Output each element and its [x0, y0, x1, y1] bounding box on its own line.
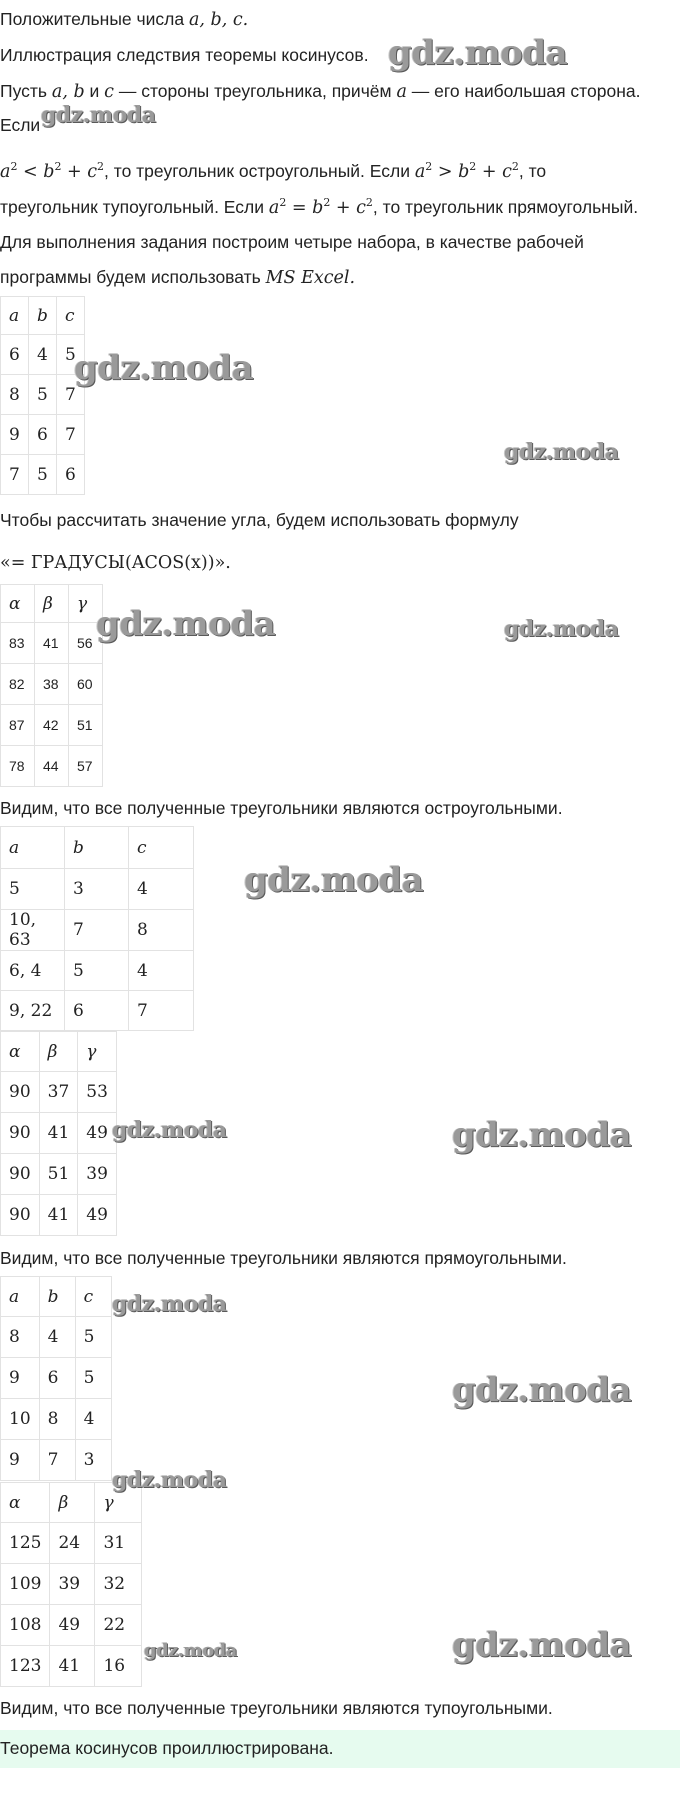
watermark: gdz.moda — [452, 1625, 632, 1665]
conclusion-obtuse: Видим, что все полученные треугольники являются тупоугольными. — [0, 1698, 553, 1718]
table-cell: 51 — [69, 705, 103, 746]
table-cell: γ — [95, 1483, 142, 1523]
table-cell: 5 — [1, 869, 65, 910]
table-cell: 22 — [95, 1605, 142, 1646]
table-cell: 32 — [95, 1564, 142, 1605]
table-cell: γ — [78, 1032, 117, 1072]
sides-table-obtuse — [0, 1276, 112, 1481]
table-cell: 87 — [1, 705, 35, 746]
table-cell: 90 — [1, 1195, 40, 1236]
table-cell: 9 — [1, 415, 29, 455]
table-cell: β — [39, 1032, 78, 1072]
obtuse-right-condition-line: треугольник тупоугольный. Если $a^2 = b^2 + c^2$, то треугольник прямоугольный. — [0, 196, 639, 218]
table-cell: 3 — [65, 869, 129, 910]
watermark: gdz.moda — [452, 1115, 632, 1155]
table-cell: 6 — [1, 335, 29, 375]
table-cell: b — [39, 1277, 75, 1317]
table-cell: 41 — [50, 1646, 95, 1687]
watermark: gdz.moda — [244, 860, 424, 900]
table-cell: 7 — [129, 991, 194, 1031]
table-cell: 53 — [78, 1072, 117, 1113]
table-cell: 9 — [1, 1440, 40, 1481]
acute-obtuse-condition-line: $a^2 < b^2 + c^2$, то треугольник остроугольный. Если $a^2 > b^2 + c^2$, то — [0, 160, 547, 182]
table-cell: 83 — [1, 623, 35, 664]
table-cell: α — [1, 1032, 40, 1072]
table-cell: 41 — [39, 1113, 78, 1154]
table-cell: 7 — [57, 375, 85, 415]
table-cell: α — [1, 585, 35, 623]
conclusion-right: Видим, что все полученные треугольники являются прямоугольными. — [0, 1248, 567, 1268]
table-cell: 8 — [1, 1317, 40, 1358]
table-cell: 42 — [35, 705, 69, 746]
table-cell: 24 — [50, 1523, 95, 1564]
table-cell: 125 — [1, 1523, 50, 1564]
triangle-sides-statement: Пусть a, b и c — стороны треугольника, причём a — его наибольшая сторона. — [0, 81, 641, 102]
table-cell: 6, 4 — [1, 951, 65, 991]
if-label: Если — [0, 115, 41, 135]
table-cell: 39 — [78, 1154, 117, 1195]
table-cell: 49 — [78, 1195, 117, 1236]
watermark: gdz.moda — [504, 439, 619, 465]
table-cell: 6 — [39, 1358, 75, 1399]
table-cell: 5 — [29, 375, 57, 415]
angles-table-obtuse — [0, 1482, 142, 1687]
angles-table-right — [0, 1031, 117, 1236]
table-cell: 41 — [35, 623, 69, 664]
table-cell: 16 — [95, 1646, 142, 1687]
given-numbers-line: Положительные числа a, b, c. — [0, 9, 249, 30]
table-cell: 8 — [129, 910, 194, 951]
watermark: gdz.moda — [112, 1467, 227, 1493]
table-cell: 5 — [75, 1358, 111, 1399]
table-cell: 56 — [69, 623, 103, 664]
table-cell: 10, 63 — [1, 910, 65, 951]
table-cell: β — [50, 1483, 95, 1523]
table-cell: c — [57, 297, 85, 335]
table-cell: a — [1, 827, 65, 869]
table-cell: 5 — [75, 1317, 111, 1358]
table-cell: 4 — [39, 1317, 75, 1358]
angles-table-acute — [0, 584, 103, 787]
table-cell: 7 — [65, 910, 129, 951]
table-cell: 9, 22 — [1, 991, 65, 1031]
watermark: gdz.moda — [144, 1640, 237, 1661]
table-cell: 38 — [35, 664, 69, 705]
table-cell: 37 — [39, 1072, 78, 1113]
table-cell: 51 — [39, 1154, 78, 1195]
watermark: gdz.moda — [452, 1370, 632, 1410]
table-cell: b — [65, 827, 129, 869]
illustration-title: Иллюстрация следствия теоремы косинусов. — [0, 45, 369, 65]
table-cell: 109 — [1, 1564, 50, 1605]
table-cell: 82 — [1, 664, 35, 705]
watermark: gdz.moda — [504, 616, 619, 642]
sides-table-right — [0, 826, 194, 1031]
table-cell: 7 — [1, 455, 29, 495]
watermark: gdz.moda — [112, 1117, 227, 1143]
program-line: программы будем использовать MS Excel. — [0, 267, 356, 288]
table-cell: 41 — [39, 1195, 78, 1236]
watermark: gdz.moda — [388, 33, 568, 73]
table-cell: 7 — [39, 1440, 75, 1481]
table-cell: 6 — [29, 415, 57, 455]
table-cell: 78 — [1, 746, 35, 787]
table-cell: 8 — [39, 1399, 75, 1440]
table-cell: a — [1, 1277, 40, 1317]
table-cell: 39 — [50, 1564, 95, 1605]
table-cell: 123 — [1, 1646, 50, 1687]
watermark: gdz.moda — [96, 604, 276, 644]
watermark: gdz.moda — [41, 102, 156, 128]
table-cell: 3 — [75, 1440, 111, 1481]
table-cell: 9 — [1, 1358, 40, 1399]
table-cell: 4 — [29, 335, 57, 375]
table-cell: a — [1, 297, 29, 335]
table-cell: 5 — [65, 951, 129, 991]
table-cell: c — [129, 827, 194, 869]
table-cell: 4 — [129, 951, 194, 991]
table-cell: 49 — [50, 1605, 95, 1646]
table-cell: b — [29, 297, 57, 335]
table-cell: 90 — [1, 1113, 40, 1154]
table-cell: 49 — [78, 1113, 117, 1154]
table-cell: 31 — [95, 1523, 142, 1564]
table-cell: 4 — [75, 1399, 111, 1440]
table-cell: 5 — [29, 455, 57, 495]
table-cell: 5 — [57, 335, 85, 375]
formula-intro-line: Чтобы рассчитать значение угла, будем использовать формулу — [0, 510, 519, 530]
conclusion-acute: Видим, что все полученные треугольники являются остроугольными. — [0, 798, 563, 818]
table-cell: 8 — [1, 375, 29, 415]
table-cell: 44 — [35, 746, 69, 787]
table-cell: 10 — [1, 1399, 40, 1440]
table-cell: 90 — [1, 1154, 40, 1195]
table-cell: 60 — [69, 664, 103, 705]
table-cell: 6 — [65, 991, 129, 1031]
formula-line: «= ГРАДУСЫ(ACOS(x))». — [0, 553, 231, 573]
table-cell: 7 — [57, 415, 85, 455]
table-cell: α — [1, 1483, 50, 1523]
sides-table-acute — [0, 296, 85, 495]
watermark: gdz.moda — [112, 1291, 227, 1317]
table-cell: 90 — [1, 1072, 40, 1113]
table-cell: c — [75, 1277, 111, 1317]
table-cell: 57 — [69, 746, 103, 787]
table-cell: γ — [69, 585, 103, 623]
table-cell: 108 — [1, 1605, 50, 1646]
final-statement: Теорема косинусов проиллюстрирована. — [0, 1738, 334, 1758]
table-cell: 6 — [57, 455, 85, 495]
table-cell: β — [35, 585, 69, 623]
watermark: gdz.moda — [74, 348, 254, 388]
task-description-line: Для выполнения задания построим четыре набора, в качестве рабочей — [0, 232, 584, 252]
table-cell: 4 — [129, 869, 194, 910]
